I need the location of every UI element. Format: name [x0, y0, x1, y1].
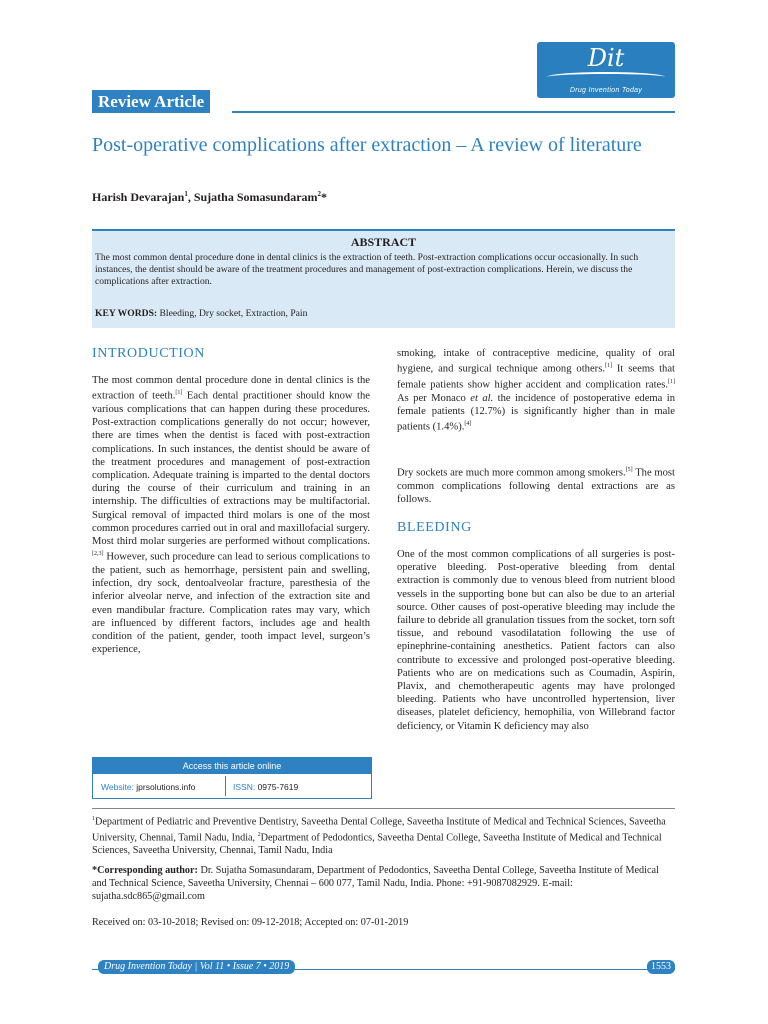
keywords-value: Bleeding, Dry socket, Extraction, Pain	[159, 308, 308, 319]
affiliation-text: Department of Pediatric and Preventive Dentistry, Saveetha Dental College, Saveetha Institute of Medical and Technical Sciences, Saveetha University, Chennai, Tamil Nadu, India,	[92, 816, 666, 844]
journal-footer: Drug Invention Today | Vol 11 • Issue 7 • 2019	[98, 960, 295, 974]
website-link[interactable]: jprsolutions.info	[136, 782, 196, 792]
received-dates: Received on: 03-10-2018; Revised on: 09-12-2018; Accepted on: 07-01-2019	[92, 917, 409, 928]
affiliation-text: Department of Pedodontics, Saveetha Dental College, Saveetha Institute of Medical and Technical Sciences, Saveetha University, Chennai, Tamil Nadu, India	[92, 832, 662, 857]
abstract-text: The most common dental procedure done in dental clinics is the extraction of teeth. Post-extraction complications occur occasionally. In such instances, the dentist should be aware of the treatment procedures and management of post-extraction complications. Herein, we discuss the complications after extraction.	[95, 252, 639, 288]
citation[interactable]: [2,3]	[92, 551, 104, 558]
citation[interactable]: [1]	[175, 390, 183, 397]
access-heading: Access this article online	[93, 758, 371, 774]
bleeding-paragraph: One of the most common complications of all surgeries is post-operative bleeding. Post-operative bleeding from dental extraction is commonly due to venous bleed from nutrient blood vessels in the supporting bone but can also be due to an arterial source. Other causes of post-operative bleeding may include the failure to debride all granulation tissues from the socket, torn soft tissue, and rebound vasodilatation following the use of epinephrine-containing anesthetics. Patient factors can also contribute to excessive and prolonged post-operative bleeding. Patients who are on medications such as Coumadin, Aspirin, Plavix, and chemotherapeutic agents may have prolonged bleeding. Patients who have uncontrolled hypertension, liver diseases, platelet deficiency, hemophilia, von Willebrand factor deficiency, or Vitamin K deficiency may also	[397, 549, 675, 732]
affiliations	[92, 813, 675, 858]
author-name: Sujatha Somasundaram	[193, 190, 318, 204]
abstract-box	[92, 229, 675, 328]
body-text: Dry sockets are much more common among smokers.	[397, 467, 626, 479]
body-text: The most common complications following dental extractions are as follows.	[397, 467, 675, 505]
citation[interactable]: [1]	[604, 363, 612, 370]
issn-value: 0975-7619	[257, 782, 299, 792]
right-paragraph-2	[397, 464, 675, 506]
website-label: Website:	[101, 782, 134, 792]
body-text: the incidence of postoperative edema in female patients (12.7%) is significantly higher than in male patients (1.4%).	[397, 392, 675, 433]
abstract-heading: ABSTRACT	[350, 235, 417, 249]
logo-text: Dit	[587, 44, 625, 72]
affiliation-marker: 1	[184, 190, 188, 198]
section-tag-rule	[232, 111, 675, 113]
author-name: Harish Devarajan	[92, 190, 185, 204]
citation[interactable]: [1]	[668, 378, 675, 385]
citation[interactable]: [4]	[464, 421, 472, 428]
section-tag: Review Article	[92, 90, 210, 113]
affiliation-marker: 2	[317, 190, 322, 198]
introduction-paragraph	[92, 374, 370, 656]
affiliation-marker: 1	[92, 816, 95, 822]
journal-logo	[537, 42, 675, 98]
body-text: smoking, intake of contraceptive medicine, quality of oral hygiene, and surgical technique among others.	[397, 348, 675, 375]
issn-label: ISSN:	[233, 782, 256, 792]
logo-subtext: Drug Invention Today	[569, 87, 643, 94]
page-number: 1553	[647, 960, 675, 974]
access-online-box	[92, 757, 372, 799]
introduction-heading: INTRODUCTION	[92, 346, 205, 361]
website-entry	[101, 782, 195, 792]
body-text: Each dental practitioner should know the various complications that can happen during these procedures. Post-extraction complications generally do not occur; however, there are times when the dentist is faced with post-extraction complications. In such instances, the dentist should be aware of the treatment procedures and management of post-extraction complication. Adequate training is imparted to the dental doctors during the course of their curriculum and training in an internship. The difficulties of extractions may be multifactorial. Surgical removal of impacted third molars is one of the most common procedures carried out in oral and maxillofacial surgery. Most third molar surgeries are performed without complications.	[92, 390, 370, 547]
bleeding-heading: BLEEDING	[397, 520, 472, 535]
corresponding-author	[92, 865, 675, 903]
affiliation-marker: 2	[257, 832, 261, 839]
et-al-text: et al.	[470, 392, 494, 404]
corresponding-marker: *	[321, 190, 328, 204]
access-divider	[225, 776, 226, 796]
body-text: It seems that female patients show higher accident and complication rates.	[397, 363, 675, 391]
corresponding-text: Dr. Sujatha Somasundaram, Department of Pedodontics, Saveetha Dental College, Saveetha Institute of Medical and Technical Science, Saveetha University, Chennai – 600 077, Tamil Nadu, India. Phone: +91-9087082929. E-mail: sujatha.sdc865@gmail.com	[92, 865, 659, 902]
body-text: The most common dental procedure done in dental clinics is the extraction of teeth.	[92, 375, 370, 402]
article-title: Post-operative complications after extraction – A review of literature	[92, 134, 642, 156]
body-text: However, such procedure can lead to serious complications to the patient, such as hemorrhage, persistent pain and swelling, infection, dry sock, dentoalveolar fracture, paresthesia of the inferior alveolar nerve, and infection of the extraction site and even mandibular fracture. Complication rates may vary, which are influenced by different factors, includes age and health condition of the patient, gender, tooth impact level, surgeon’s experience,	[92, 551, 370, 656]
logo-swoosh	[547, 72, 665, 82]
corresponding-label: *Corresponding author:	[92, 865, 198, 876]
citation[interactable]: [5]	[625, 467, 633, 473]
issn-entry	[233, 782, 298, 792]
right-paragraph-1	[397, 347, 675, 434]
footnote-rule	[92, 808, 675, 809]
body-text: As per Monaco	[397, 392, 471, 404]
author-line: Harish Devarajan$^1$, Sujatha Somasundaram$^2$*	[92, 190, 328, 204]
keywords-label: KEY WORDS:	[95, 308, 158, 319]
keywords	[95, 308, 307, 319]
